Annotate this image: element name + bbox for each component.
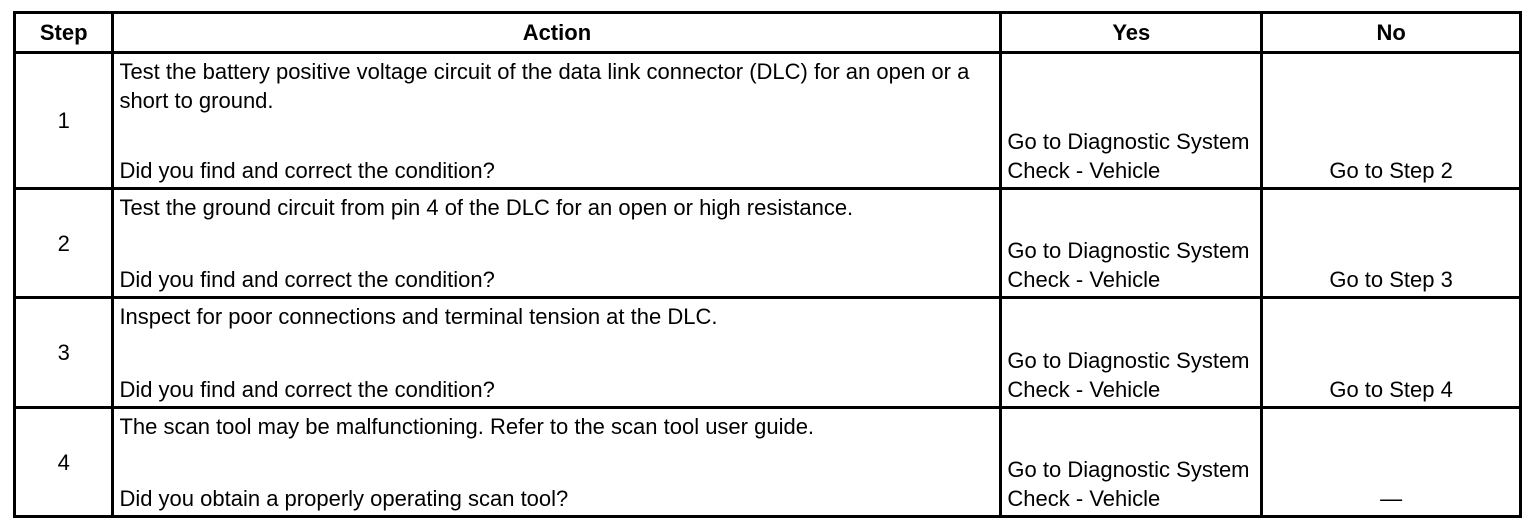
- action-instruction: The scan tool may be malfunctioning. Refer to the scan tool user guide.: [119, 414, 815, 439]
- yes-cell: [1001, 189, 1262, 298]
- yes-outcome: Go to Diagnostic System Check - Vehicle: [1007, 238, 1250, 292]
- action-cell: [113, 53, 1001, 189]
- action-question: Did you find and correct the condition?: [119, 158, 495, 183]
- no-cell: [1262, 53, 1521, 189]
- table-row-step-4: [15, 408, 1521, 517]
- no-cell: [1262, 408, 1521, 517]
- yes-outcome: Go to Diagnostic System Check - Vehicle: [1007, 457, 1250, 511]
- no-cell: [1262, 189, 1521, 298]
- action-cell: [113, 189, 1001, 298]
- yes-cell: [1001, 408, 1262, 517]
- action-instruction: Test the ground circuit from pin 4 of the DLC for an open or high resistance.: [119, 195, 854, 220]
- yes-outcome: Go to Diagnostic System Check - Vehicle: [1007, 129, 1250, 183]
- table-header-row: [15, 13, 1521, 53]
- table-row-step-1: [15, 53, 1521, 189]
- table-row-step-2: [15, 189, 1521, 298]
- action-cell: [113, 408, 1001, 517]
- table-row-step-3: [15, 298, 1521, 408]
- action-question: Did you find and correct the condition?: [119, 267, 495, 292]
- action-instruction: Inspect for poor connections and terminal tension at the DLC.: [119, 304, 718, 329]
- diagnostic-table: [13, 11, 1522, 518]
- step-number: 2: [15, 189, 113, 298]
- no-outcome: Go to Step 4: [1329, 377, 1453, 402]
- no-outcome: —: [1380, 486, 1403, 511]
- no-cell: [1262, 298, 1521, 408]
- action-instruction: Test the battery positive voltage circuit of the data link connector (DLC) for an open or a short to ground.: [119, 59, 970, 113]
- no-outcome: Go to Step 2: [1329, 158, 1453, 183]
- header-action: Action: [113, 13, 1001, 53]
- yes-cell: [1001, 298, 1262, 408]
- action-question: Did you obtain a properly operating scan tool?: [119, 486, 569, 511]
- step-number: 3: [15, 298, 113, 408]
- step-number: 1: [15, 53, 113, 189]
- header-no: No: [1262, 13, 1521, 53]
- step-number: 4: [15, 408, 113, 517]
- yes-cell: [1001, 53, 1262, 189]
- header-step: Step: [15, 13, 113, 53]
- action-question: Did you find and correct the condition?: [119, 377, 495, 402]
- header-yes: Yes: [1001, 13, 1262, 53]
- no-outcome: Go to Step 3: [1329, 267, 1453, 292]
- yes-outcome: Go to Diagnostic System Check - Vehicle: [1007, 348, 1250, 402]
- action-cell: [113, 298, 1001, 408]
